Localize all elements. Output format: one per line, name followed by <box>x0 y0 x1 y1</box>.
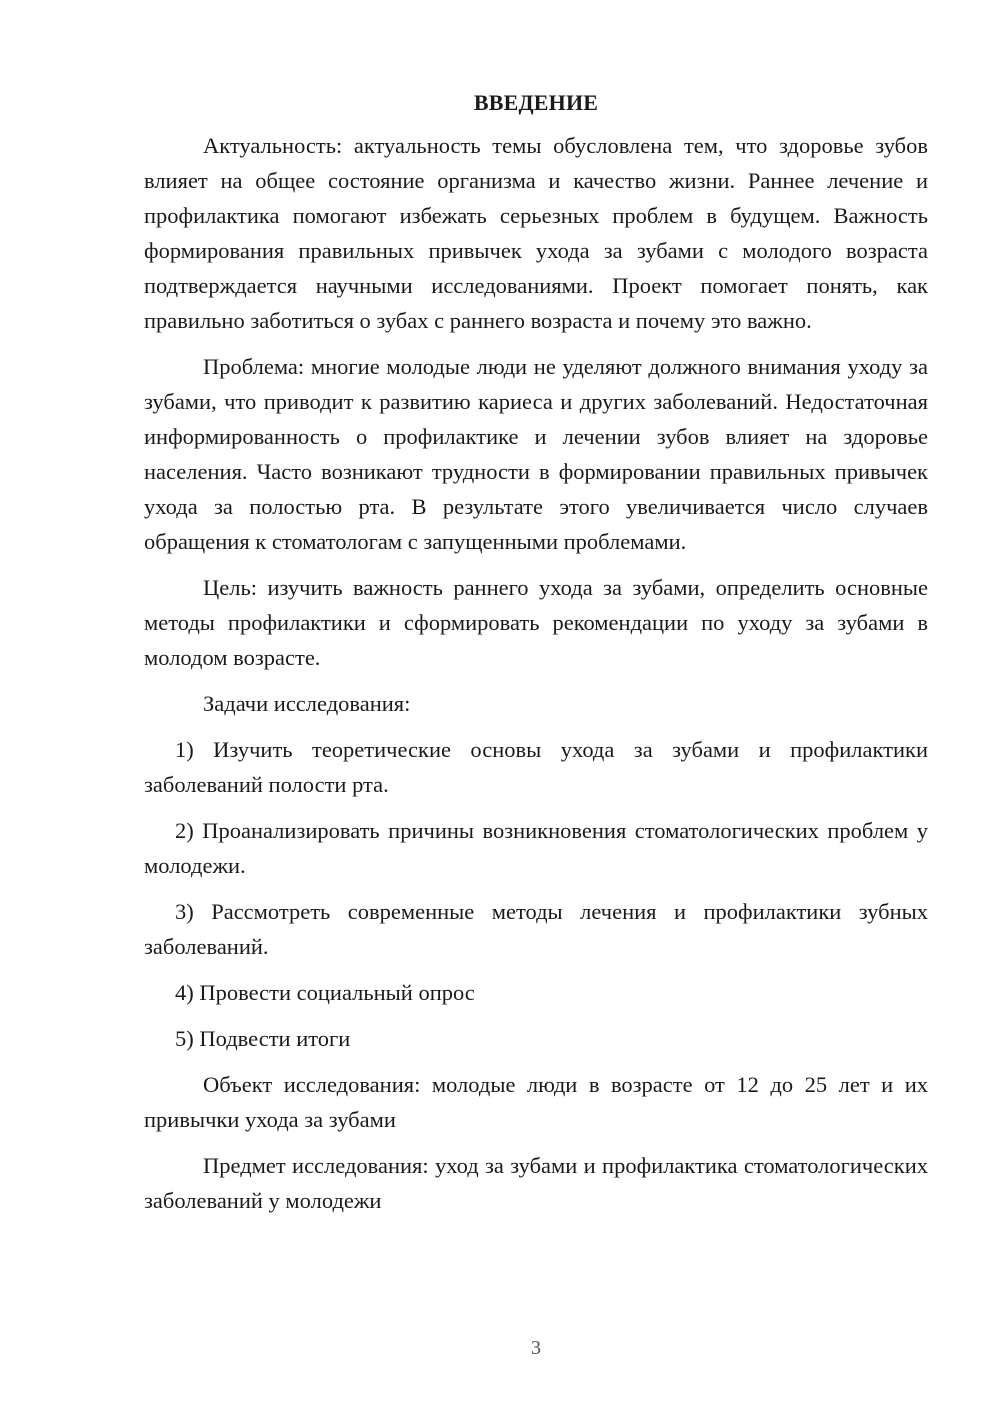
task-item-2: 2) Проанализировать причины возникновения стоматологических проблем у молодежи. <box>144 818 928 878</box>
task-item-3: 3) Рассмотреть современные методы лечения и профилактики зубных заболеваний. <box>144 899 928 959</box>
subject-paragraph: Предмет исследования: уход за зубами и профилактика стоматологических заболеваний у молодежи <box>144 1153 928 1213</box>
tasks-heading: Задачи исследования: <box>203 691 411 716</box>
task-item-4: 4) Провести социальный опрос <box>175 980 475 1005</box>
task-item-5: 5) Подвести итоги <box>175 1026 351 1051</box>
goal-paragraph: Цель: изучить важность раннего ухода за зубами, определить основные методы профилактики и сформировать рекомендации по уходу за зубами в молодом возрасте. <box>144 575 928 670</box>
problem-paragraph: Проблема: многие молодые люди не уделяют должного внимания уходу за зубами, что приводит к развитию кариеса и других заболеваний. Недостаточная информированность о профилактике и лечении зубов влияет на здоровье населения. Часто возникают трудности в формировании правильных привычек ухода за полостью рта. В результате этого увеличивается число случаев обращения к стоматологам с запущенными проблемами. <box>144 354 928 554</box>
page-title: ВВЕДЕНИЕ <box>473 90 599 115</box>
object-paragraph: Объект исследования: молодые люди в возрасте от 12 до 25 лет и их привычки ухода за зубами <box>144 1072 928 1132</box>
task-item-1: 1) Изучить теоретические основы ухода за зубами и профилактики заболеваний полости рта. <box>144 737 928 797</box>
relevance-paragraph: Актуальность: актуальность темы обусловлена тем, что здоровье зубов влияет на общее состояние организма и качество жизни. Раннее лечение и профилактика помогают избежать серьезных проблем в будущем. Важность формирования правильных привычек ухода за зубами с молодого возраста подтверждается научными исследованиями. Проект помогает понять, как правильно заботиться о зубах с раннего возраста и почему это важно. <box>144 133 928 333</box>
page-number: 3 <box>531 1337 541 1359</box>
document-page <box>144 88 928 1229</box>
